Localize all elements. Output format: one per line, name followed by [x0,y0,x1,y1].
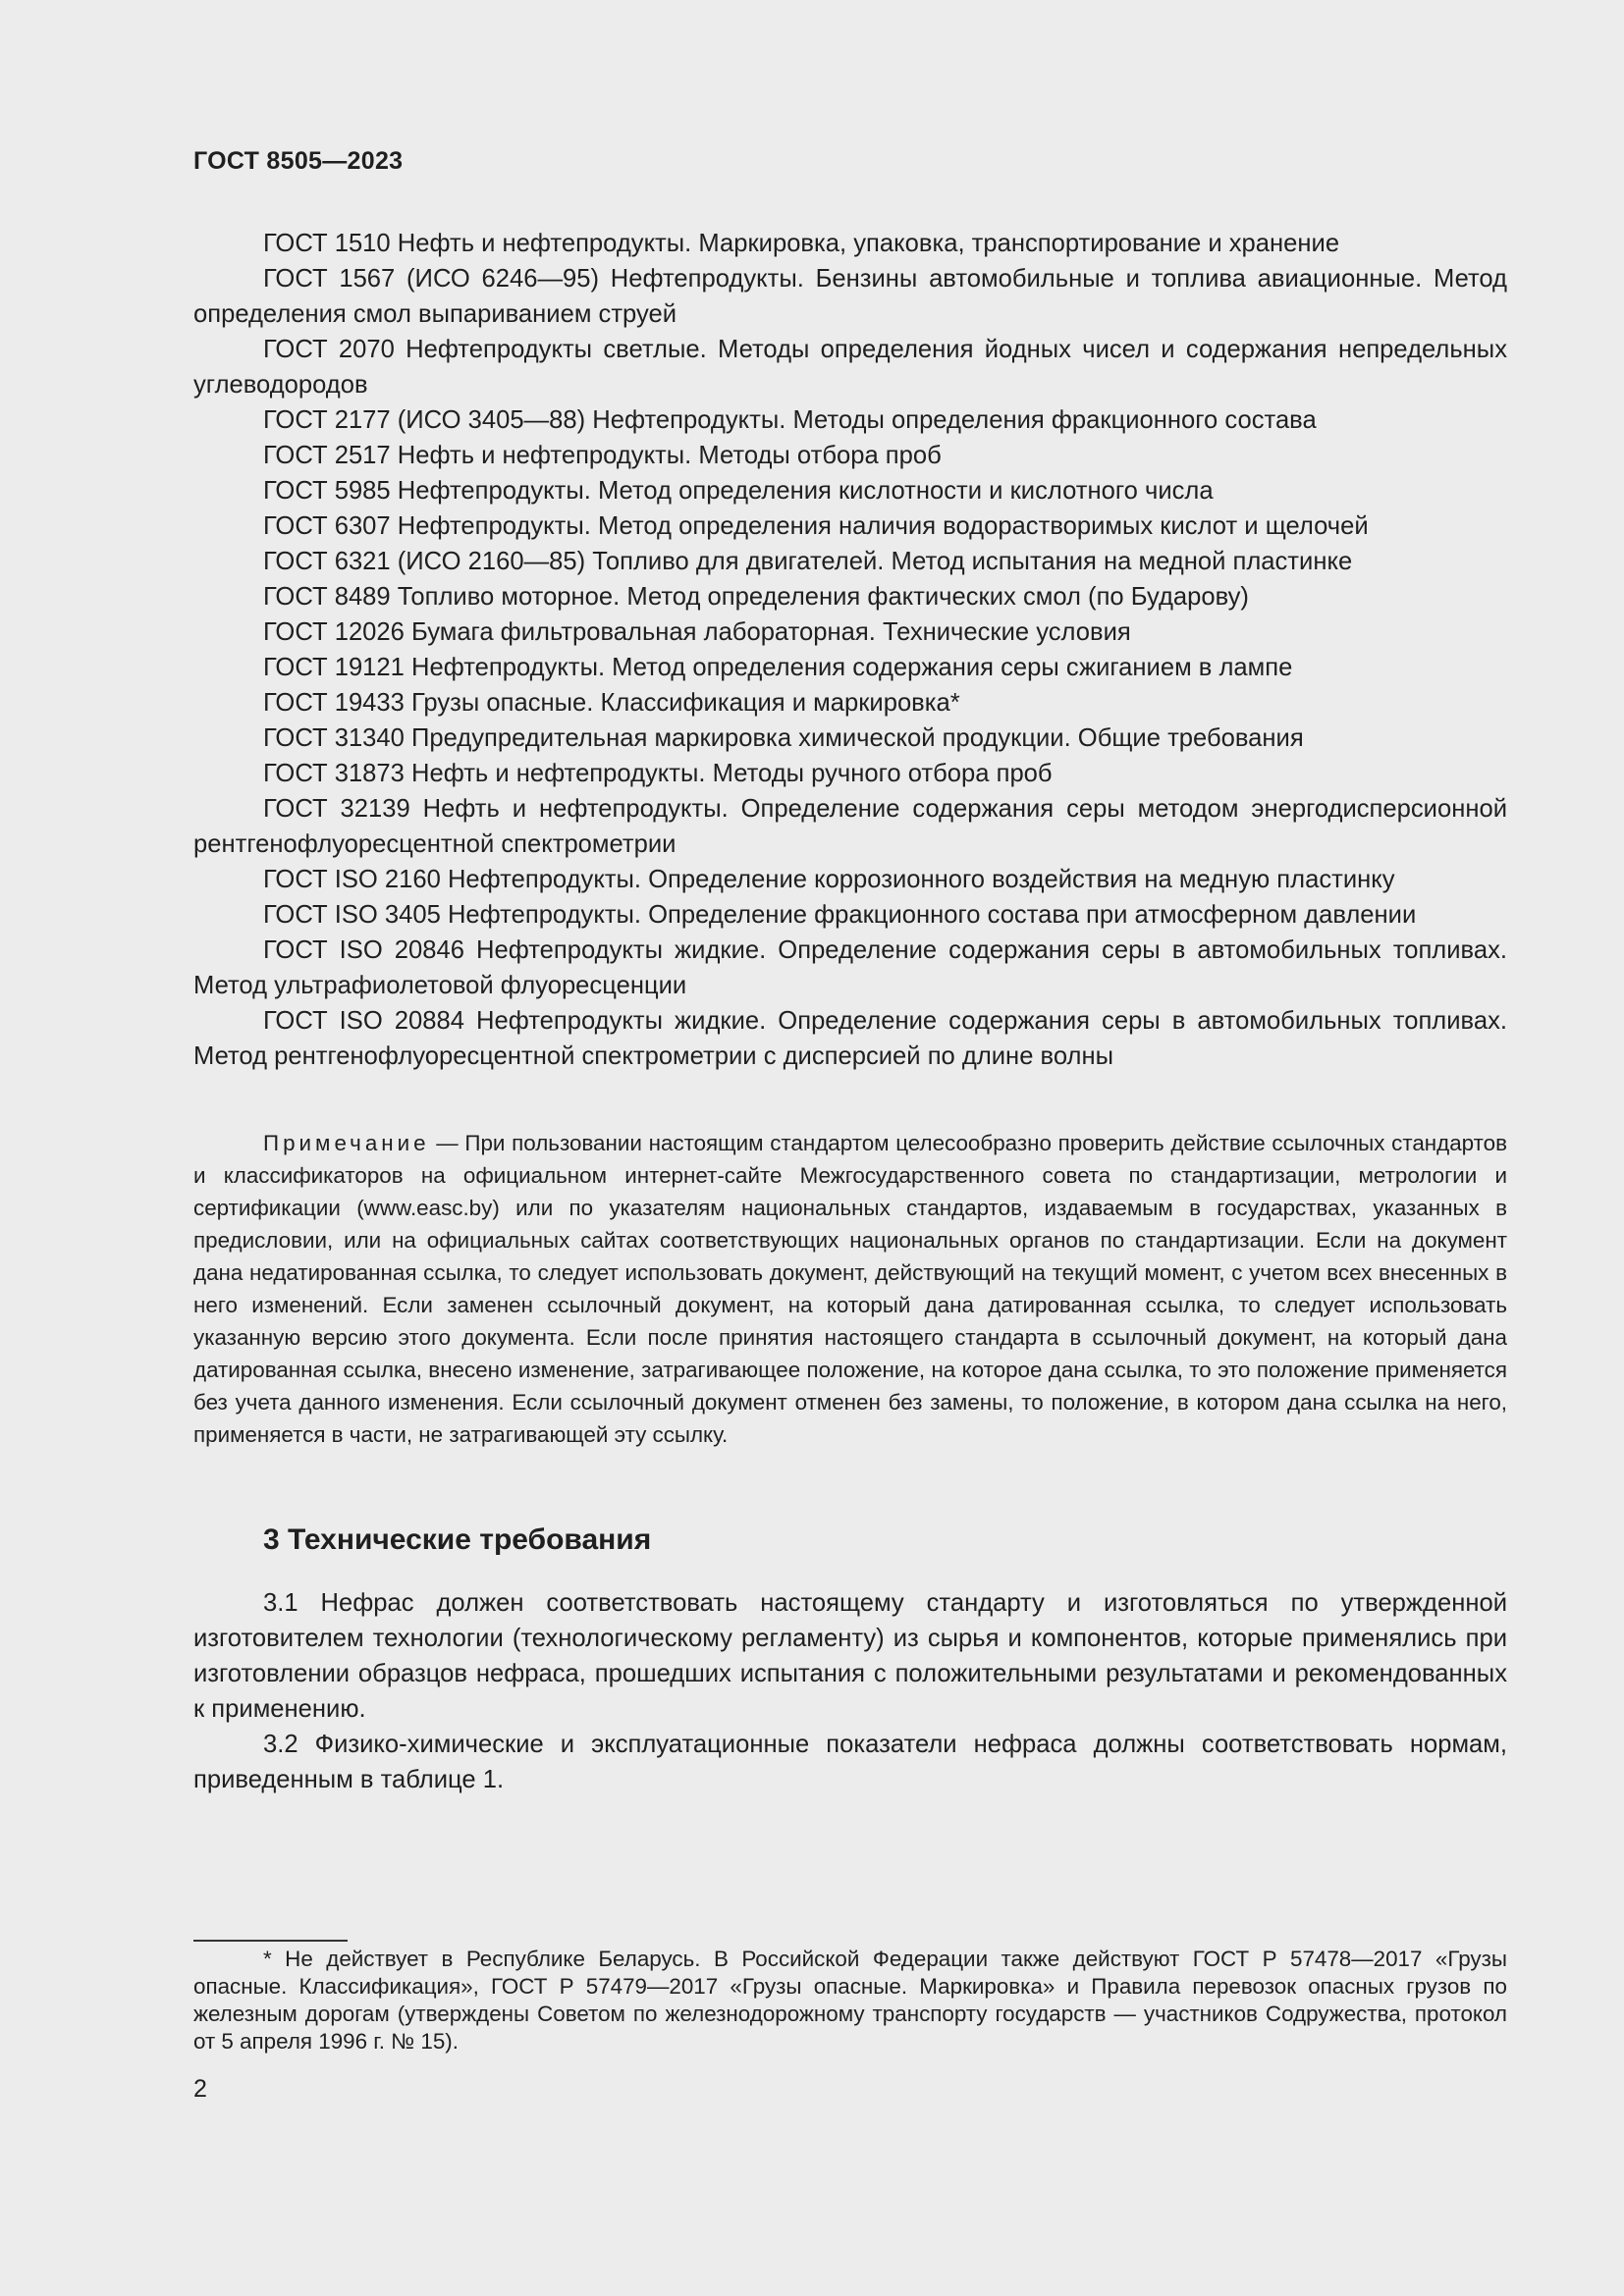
note-paragraph [193,1127,1507,1451]
section-body [193,1585,1507,1797]
note-text: — При пользовании настоящим стандартом целесообразно проверить действие ссылочных стандартов и классификаторов на официальном интернет-сайте Межгосударственного совета по стандартизации, метрологии и сертификации (www.easc.by) или по указателям национальных стандартов, издаваемым в государствах, указанных в предисловии, или на официальных сайтах соответствующих национальных органов по стандартизации. Если на документ дана недатированная ссылка, то следует использовать документ, действующий на текущий момент, с учетом всех внесенных в него изменений. Если заменен ссылочный документ, на который дана датированная ссылка, то следует использовать указанную версию этого документа. Если после принятия настоящего стандарта в ссылочный документ, на который дана датированная ссылка, внесено изменение, затрагивающее положение, на которое дана ссылка, то это положение применяется без учета данного изменения. Если ссылочный документ отменен без замены, то положение, в котором дана ссылка на него, применяется в части, не затрагивающей эту ссылку. [193,1131,1507,1447]
clause-3-2: 3.2 Физико-химические и эксплуатационные показатели нефраса должны соответствовать нормам, приведенным в таблице 1. [193,1731,1507,1793]
reference-item: ГОСТ 19433 Грузы опасные. Классификация и маркировка* [263,689,960,717]
note-label: Примечание [263,1131,430,1155]
reference-item: ГОСТ 8489 Топливо моторное. Метод определения фактических смол (по Бударову) [263,583,1249,611]
footnote-divider [193,1940,348,1942]
reference-item: ГОСТ 6321 (ИСО 2160—85) Топливо для двигателей. Метод испытания на медной пластинке [263,548,1353,575]
page-number: 2 [193,2075,207,2103]
reference-item: ГОСТ 12026 Бумага фильтровальная лабораторная. Технические условия [263,618,1131,646]
document-header: ГОСТ 8505—2023 [193,147,404,175]
section-heading: 3 Технические требования [263,1523,652,1556]
reference-item: ГОСТ ISO 20884 Нефтепродукты жидкие. Определение содержания серы в автомобильных топливах. Метод рентгенофлуоресцентной спектрометрии с дисперсией по длине волны [193,1007,1507,1070]
reference-item: ГОСТ 6307 Нефтепродукты. Метод определения наличия водорастворимых кислот и щелочей [263,512,1369,540]
normative-references-list [193,226,1507,1074]
footnote [193,1946,1507,2056]
reference-item: ГОСТ 1510 Нефть и нефтепродукты. Маркировка, упаковка, транспортирование и хранение [263,230,1340,257]
reference-item: ГОСТ 1567 (ИСО 6246—95) Нефтепродукты. Бензины автомобильные и топлива авиационные. Метод определения смол выпариванием струей [193,265,1507,328]
reference-item: ГОСТ 31340 Предупредительная маркировка химической продукции. Общие требования [263,724,1304,752]
reference-item: ГОСТ ISO 20846 Нефтепродукты жидкие. Определение содержания серы в автомобильных топливах. Метод ультрафиолетовой флуоресценции [193,936,1507,999]
reference-item: ГОСТ 5985 Нефтепродукты. Метод определения кислотности и кислотного числа [263,477,1214,505]
reference-item: ГОСТ 31873 Нефть и нефтепродукты. Методы ручного отбора проб [263,760,1053,787]
reference-item: ГОСТ 2517 Нефть и нефтепродукты. Методы отбора проб [263,442,942,469]
reference-item: ГОСТ 2177 (ИСО 3405—88) Нефтепродукты. Методы определения фракционного состава [263,406,1317,434]
reference-item: ГОСТ 32139 Нефть и нефтепродукты. Определение содержания серы методом энергодисперсионной рентгенофлуоресцентной спектрометрии [193,795,1507,858]
note-block [193,1127,1507,1451]
reference-item: ГОСТ ISO 2160 Нефтепродукты. Определение коррозионного воздействия на медную пластинку [263,866,1395,893]
clause-3-1: 3.1 Нефрас должен соответствовать настоящему стандарту и изготовляться по утвержденной изготовителем технологии (технологическому регламенту) из сырья и компонентов, которые применялись при изготовлении образцов нефраса, прошедших испытания с положительными результатами и рекомендованных к применению. [193,1589,1507,1723]
reference-item: ГОСТ 19121 Нефтепродукты. Метод определения содержания серы сжиганием в лампе [263,654,1293,681]
footnote-text: * Не действует в Республике Беларусь. В Российской Федерации также действуют ГОСТ Р 57478—2017 «Грузы опасные. Классификация», ГОСТ Р 57479—2017 «Грузы опасные. Маркировка» и Правила перевозок опасных грузов по железным дорогам (утверждены Советом по железнодорожному транспорту государств — участников Содружества, протокол от 5 апреля 1996 г. № 15). [193,1947,1507,2054]
reference-item: ГОСТ 2070 Нефтепродукты светлые. Методы определения йодных чисел и содержания непредельных углеводородов [193,336,1507,399]
reference-item: ГОСТ ISO 3405 Нефтепродукты. Определение фракционного состава при атмосферном давлении [263,901,1417,929]
